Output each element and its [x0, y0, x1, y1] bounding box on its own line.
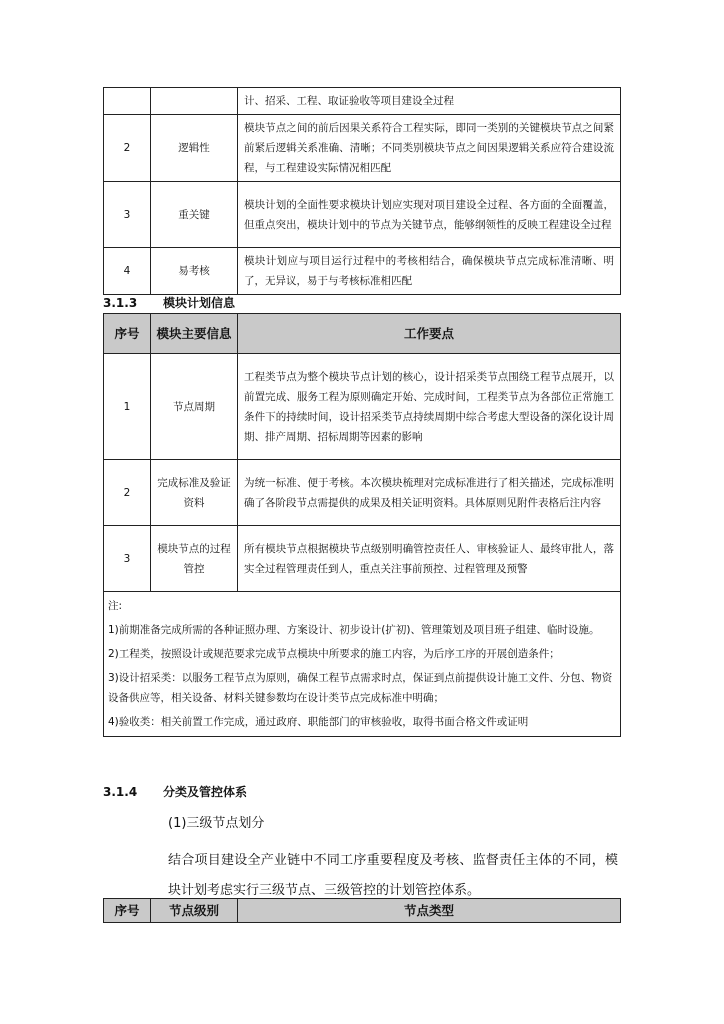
row-points: 所有模块节点根据模块节点级别明确管控责任人、审核验证人、最终审批人，落实全过程管理责任到人，重点关注事前预控、过程管理及预警: [238, 526, 621, 592]
note-item: 2)工程类，按照设计或规范要求完成节点模块中所要求的施工内容，为后序工序的开展创造条件；: [108, 648, 560, 660]
row-item: 逻辑性: [151, 115, 238, 182]
header-number: 序号: [104, 314, 151, 354]
table-row: [104, 526, 621, 592]
section-title: 分类及管控体系: [163, 785, 248, 799]
row-number: 3: [104, 182, 151, 248]
table-row: [104, 354, 621, 460]
subheading: (1)三级节点划分: [168, 816, 265, 831]
notes-cell: [104, 592, 621, 737]
section-title: 模块计划信息: [163, 296, 236, 310]
header-type: 节点类型: [238, 899, 621, 923]
header-level: 节点级别: [151, 899, 238, 923]
section-heading-3-1-3: [103, 294, 235, 311]
row-number: 2: [104, 460, 151, 526]
table-header-row: [104, 314, 621, 354]
table-module-info: [103, 313, 621, 737]
section-heading-3-1-4: [103, 783, 247, 800]
note-item: 1)前期准备完成所需的各种证照办理、方案设计、初步设计(扩初)、管理策划及项目班子组建、临时设施。: [108, 624, 600, 636]
header-number: 序号: [104, 899, 151, 923]
row-info: 完成标准及验证资料: [151, 460, 238, 526]
table-row: [104, 182, 621, 248]
row-description: 模块节点之间的前后因果关系符合工程实际，即同一类别的关键模块节点之间紧前紧后逻辑关系准确、清晰；不同类别模块节点之间因果逻辑关系应符合建设流程，与工程建设实际情况相匹配: [238, 115, 621, 182]
row-info: 模块节点的过程管控: [151, 526, 238, 592]
row-number: 2: [104, 115, 151, 182]
row-number: 1: [104, 354, 151, 460]
row-info: 节点周期: [151, 354, 238, 460]
row-points: 工程类节点为整个模块节点计划的核心，设计招采类节点围绕工程节点展开，以前置完成、服务工程为原则确定开始、完成时间，工程类节点为各部位正常施工条件下的持续时间，设计招采类节点持续周期中综合考虑大型设备的深化设计周期、排产周期、招标周期等因素的影响: [238, 354, 621, 460]
table-row: [104, 88, 621, 115]
row-points: 为统一标准、便于考核。本次模块梳理对完成标准进行了相关描述，完成标准明确了各阶段节点需提供的成果及相关证明资料。具体原则见附件表格后注内容: [238, 460, 621, 526]
note-item: 4)验收类：相关前置工作完成，通过政府、职能部门的审核验收，取得书面合格文件或证明: [108, 716, 529, 728]
row-item: 易考核: [151, 248, 238, 295]
notes-row: [104, 592, 621, 737]
table-node-levels: [103, 898, 621, 923]
table-row: [104, 460, 621, 526]
table-header-row: [104, 899, 621, 923]
note-item: 3)设计招采类：以服务工程节点为原则，确保工程节点需求时点，保证到点前提供设计施工文件、分包、物资设备供应等，相关设备、材料关键参数均在设计类节点完成标准中明确；: [108, 672, 613, 704]
section-number: 3.1.4: [103, 785, 138, 799]
header-info: 模块主要信息: [151, 314, 238, 354]
row-number: [104, 88, 151, 115]
row-item: [151, 88, 238, 115]
body-paragraph: 结合项目建设全产业链中不同工序重要程度及考核、监督责任主体的不同，模块计划考虑实行三级节点、三级管控的计划管控体系。: [168, 853, 618, 898]
table-principles: [103, 87, 621, 295]
row-number: 3: [104, 526, 151, 592]
row-description: 模块计划的全面性要求模块计划应实现对项目建设全过程、各方面的全面覆盖，但重点突出，模块计划中的节点为关键节点，能够纲领性的反映工程建设全过程: [238, 182, 621, 248]
row-description: 计、招采、工程、取证验收等项目建设全过程: [238, 88, 621, 115]
row-item: 重关键: [151, 182, 238, 248]
section-number: 3.1.3: [103, 296, 138, 310]
notes-label: 注:: [108, 600, 123, 612]
header-points: 工作要点: [238, 314, 621, 354]
table-row: [104, 115, 621, 182]
row-description: 模块计划应与项目运行过程中的考核相结合，确保模块节点完成标准清晰、明了，无异议，易于与考核标准相匹配: [238, 248, 621, 295]
table-row: [104, 248, 621, 295]
row-number: 4: [104, 248, 151, 295]
